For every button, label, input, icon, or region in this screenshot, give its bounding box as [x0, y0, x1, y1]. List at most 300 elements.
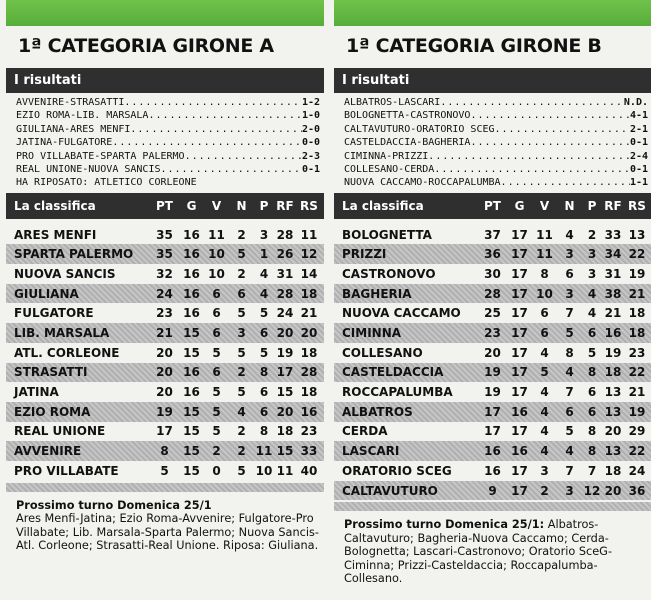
col-rf: RF — [276, 198, 294, 213]
stat-n: 5 — [237, 345, 246, 360]
stat-rs: 22 — [628, 444, 646, 459]
stat-p: 6 — [259, 385, 269, 400]
stat-rs: 11 — [300, 227, 318, 242]
match-name: CALTAVUTURO-ORATORIO SCEG — [344, 123, 495, 135]
standings-label: La classifica — [342, 198, 424, 213]
stat-rs: 18 — [300, 385, 318, 400]
table-row — [334, 402, 651, 422]
stat-p: 3 — [587, 266, 597, 281]
stat-rs: 22 — [628, 247, 646, 262]
match-score: 0-1 — [301, 163, 320, 175]
stat-rs: 40 — [300, 463, 318, 478]
stat-v: 10 — [536, 286, 553, 301]
stat-rs: 20 — [300, 326, 318, 341]
stat-v: 6 — [212, 286, 221, 301]
stat-g: 16 — [183, 247, 200, 262]
stat-v: 11 — [536, 227, 553, 242]
stat-p: 8 — [259, 365, 269, 380]
dot-leader — [148, 109, 301, 122]
stat-g: 17 — [511, 266, 528, 281]
stat-rs: 18 — [300, 345, 318, 360]
stat-v: 4 — [540, 444, 549, 459]
dot-leader — [470, 109, 630, 122]
results-header: I risultati — [334, 68, 651, 93]
table-row — [6, 382, 324, 402]
stat-rs: 23 — [300, 424, 318, 439]
result-row — [334, 109, 651, 122]
stat-v: 6 — [212, 306, 221, 321]
stat-p: 4 — [587, 306, 597, 321]
team-name: AVVENIRE — [14, 444, 82, 459]
girone-title: 1ª CATEGORIA GIRONE A — [18, 35, 274, 57]
stat-v: 5 — [212, 385, 221, 400]
stat-g: 17 — [511, 483, 528, 498]
table-row — [6, 402, 324, 422]
girone-a-column — [6, 0, 324, 600]
dot-leader — [124, 96, 302, 109]
stat-v: 4 — [540, 385, 549, 400]
stat-g: 16 — [183, 365, 200, 380]
match-score: 0-1 — [629, 163, 648, 175]
girone-title: 1ª CATEGORIA GIRONE B — [346, 35, 602, 57]
stat-v: 4 — [540, 345, 549, 360]
dot-leader — [161, 163, 302, 176]
stat-g: 17 — [511, 345, 528, 360]
stat-n: 2 — [237, 365, 246, 380]
dot-leader — [440, 96, 624, 109]
stat-pt: 20 — [484, 345, 501, 360]
table-row — [334, 284, 651, 304]
stat-n: 7 — [565, 306, 574, 321]
stat-p: 8 — [587, 424, 597, 439]
stat-n: 8 — [565, 345, 574, 360]
stat-n: 4 — [237, 404, 246, 419]
stat-pt: 19 — [484, 365, 501, 380]
team-name: STRASATTI — [14, 365, 88, 380]
match-name: CASTELDACCIA-BAGHERIA — [344, 137, 471, 149]
stat-g: 16 — [183, 385, 200, 400]
team-name: ARES MENFI — [14, 227, 97, 242]
team-name: GIULIANA — [14, 286, 79, 301]
stat-rs: 23 — [628, 345, 646, 360]
stat-n: 2 — [237, 266, 246, 281]
stat-p: 5 — [259, 306, 269, 321]
match-score: 0-0 — [301, 137, 320, 149]
stat-g: 17 — [511, 424, 528, 439]
stat-rs: 13 — [628, 227, 646, 242]
col-p: P — [259, 198, 269, 213]
stat-rf: 20 — [276, 404, 294, 419]
match-score: 2-4 — [629, 150, 648, 162]
stat-pt: 5 — [160, 463, 169, 478]
stat-pt: 35 — [156, 247, 173, 262]
table-row — [6, 323, 324, 343]
team-name: JATINA — [14, 385, 59, 400]
match-score: 2-3 — [301, 150, 320, 162]
stat-g: 15 — [183, 463, 200, 478]
stat-p: 5 — [587, 345, 597, 360]
stat-n: 4 — [565, 365, 574, 380]
match-name: AVVENIRE-STRASATTI — [16, 97, 125, 108]
stat-pt: 30 — [484, 266, 501, 281]
stat-v: 6 — [540, 326, 549, 341]
stat-g: 17 — [511, 385, 528, 400]
stat-pt: 37 — [484, 227, 501, 242]
result-row — [334, 123, 651, 136]
stat-rf: 19 — [276, 345, 294, 360]
stat-g: 16 — [183, 227, 200, 242]
team-name: BOLOGNETTA — [342, 227, 432, 242]
team-name: COLLESANO — [342, 345, 423, 360]
stat-n: 5 — [237, 306, 246, 321]
results-header: I risultati — [6, 68, 324, 93]
stat-p: 6 — [587, 326, 597, 341]
stat-rs: 14 — [300, 266, 318, 281]
stat-v: 0 — [212, 463, 221, 478]
stat-p: 3 — [587, 247, 597, 262]
stat-g: 16 — [183, 306, 200, 321]
stat-g: 17 — [511, 306, 528, 321]
match-score: 4-1 — [629, 110, 648, 122]
table-row — [334, 382, 651, 402]
match-name: ALBATROS-LASCARI — [344, 97, 441, 108]
team-name: LIB. MARSALA — [14, 326, 110, 341]
stat-g: 15 — [183, 404, 200, 419]
stat-rf: 18 — [604, 365, 622, 380]
dot-leader — [130, 123, 302, 136]
stat-rf: 11 — [276, 463, 294, 478]
stat-p: 1 — [259, 247, 269, 262]
stat-pt: 17 — [484, 424, 501, 439]
stat-rf: 34 — [604, 247, 622, 262]
stat-rs: 36 — [628, 483, 646, 498]
match-name: NUOVA CACCAMO-ROCCAPALUMBA — [344, 177, 501, 189]
table-row — [334, 303, 651, 323]
stat-p: 2 — [587, 227, 597, 242]
stat-rf: 20 — [604, 424, 622, 439]
stat-rs: 18 — [628, 326, 646, 341]
stat-rf: 13 — [604, 444, 622, 459]
table-row — [334, 481, 651, 501]
stat-v: 5 — [212, 345, 221, 360]
stat-rf: 21 — [604, 306, 622, 321]
match-score: 1-2 — [301, 97, 320, 108]
stat-pt: 17 — [484, 404, 501, 419]
stat-v: 2 — [540, 483, 549, 498]
stat-pt: 24 — [156, 286, 173, 301]
team-name: BAGHERIA — [342, 286, 412, 301]
stat-n: 5 — [237, 385, 246, 400]
team-name: ALBATROS — [342, 404, 413, 419]
table-row — [6, 264, 324, 284]
stat-pt: 35 — [156, 227, 173, 242]
stat-g: 16 — [183, 266, 200, 281]
table-row — [334, 244, 651, 264]
col-rf: RF — [604, 198, 622, 213]
stat-n: 3 — [565, 483, 574, 498]
col-pt: PT — [484, 198, 501, 213]
stat-v: 2 — [212, 444, 221, 459]
stat-rf: 18 — [604, 463, 622, 478]
stat-p: 8 — [587, 365, 597, 380]
col-rs: RS — [628, 198, 646, 213]
col-p: P — [587, 198, 597, 213]
stat-rf: 17 — [276, 365, 294, 380]
stat-pt: 20 — [156, 365, 173, 380]
stat-p: 10 — [255, 463, 273, 478]
stat-p: 11 — [255, 444, 273, 459]
dot-leader — [434, 163, 630, 176]
stat-n: 6 — [565, 404, 574, 419]
table-end-bar — [334, 502, 651, 511]
standings-header — [6, 193, 324, 219]
standings-label: La classifica — [14, 198, 96, 213]
stat-n: 3 — [237, 326, 246, 341]
match-score: 0-1 — [629, 137, 648, 149]
results-list — [334, 96, 651, 190]
table-row — [334, 225, 651, 245]
stat-n: 5 — [237, 247, 246, 262]
result-row — [334, 176, 651, 189]
stat-p: 4 — [259, 286, 269, 301]
table-row — [6, 363, 324, 383]
stat-rs: 19 — [628, 266, 646, 281]
team-name: CIMINNA — [342, 326, 402, 341]
stat-pt: 36 — [484, 247, 501, 262]
stat-v: 5 — [212, 424, 221, 439]
col-v: V — [539, 198, 550, 213]
table-row — [6, 303, 324, 323]
match-name: CIMINNA-PRIZZI — [344, 150, 429, 162]
stat-n: 5 — [565, 326, 574, 341]
result-row — [6, 176, 324, 189]
stat-v: 5 — [212, 404, 221, 419]
next-round-title: Prossimo turno Domenica 25/1 — [16, 498, 212, 512]
col-rs: RS — [300, 198, 318, 213]
stat-pt: 21 — [156, 326, 173, 341]
team-name: CERDA — [342, 424, 388, 439]
table-row — [6, 225, 324, 245]
stat-rs: 24 — [628, 463, 646, 478]
team-name: ORATORIO SCEG — [342, 463, 452, 478]
stat-rs: 18 — [300, 286, 318, 301]
stat-n: 4 — [565, 444, 574, 459]
stat-n: 7 — [565, 463, 574, 478]
stat-n: 6 — [237, 286, 246, 301]
stat-rf: 38 — [604, 286, 622, 301]
dot-leader — [495, 123, 630, 136]
stat-v: 10 — [208, 266, 225, 281]
dot-leader — [185, 150, 302, 163]
stat-pt: 20 — [156, 345, 173, 360]
stat-pt: 17 — [156, 424, 173, 439]
col-v: V — [211, 198, 222, 213]
match-score: 2-0 — [301, 123, 320, 135]
stat-pt: 9 — [488, 483, 497, 498]
team-name: PRIZZI — [342, 247, 387, 262]
stat-v: 6 — [212, 365, 221, 380]
stat-p: 3 — [259, 227, 269, 242]
stat-v: 11 — [536, 247, 553, 262]
stat-n: 5 — [237, 463, 246, 478]
standings-table — [6, 225, 324, 481]
table-row — [334, 363, 651, 383]
match-name: EZIO ROMA-LIB. MARSALA — [16, 110, 149, 122]
stat-rf: 33 — [604, 227, 622, 242]
stat-p: 7 — [587, 463, 597, 478]
next-round-fixtures: Ares Menfi-Jatina; Ezio Roma-Avvenire; Fulgatore-Pro Villabate; Lib. Marsala-Sparta Palermo; Nuova Sancis-Atl. Corleone; Strasatti-Real Unione. Riposa: Giuliana. — [16, 512, 319, 553]
dot-leader — [501, 176, 630, 189]
stat-rs: 21 — [628, 286, 646, 301]
stat-rs: 16 — [300, 404, 318, 419]
stat-p: 4 — [587, 286, 597, 301]
dot-leader — [470, 136, 630, 149]
team-name: SPARTA PALERMO — [14, 247, 134, 262]
stat-v: 11 — [208, 227, 225, 242]
rest-note: HA RIPOSATO: ATLETICO CORLEONE — [16, 177, 197, 189]
stat-g: 17 — [511, 247, 528, 262]
stat-pt: 20 — [156, 385, 173, 400]
stat-n: 4 — [565, 227, 574, 242]
stat-v: 5 — [540, 365, 549, 380]
stat-pt: 8 — [160, 444, 169, 459]
stat-rf: 13 — [604, 404, 622, 419]
stat-pt: 32 — [156, 266, 173, 281]
stat-p: 6 — [259, 404, 269, 419]
stat-p: 4 — [259, 266, 269, 281]
stat-g: 16 — [183, 286, 200, 301]
stat-rf: 19 — [604, 345, 622, 360]
result-row — [6, 109, 324, 122]
result-row — [334, 136, 651, 149]
stat-g: 15 — [183, 444, 200, 459]
standings-header — [334, 193, 651, 219]
stat-n: 3 — [565, 286, 574, 301]
green-header-strip — [6, 0, 324, 26]
stat-n: 7 — [565, 385, 574, 400]
stat-n: 5 — [565, 424, 574, 439]
standings-table — [334, 225, 651, 501]
stat-rf: 16 — [604, 326, 622, 341]
stat-rs: 21 — [300, 306, 318, 321]
stat-pt: 23 — [156, 306, 173, 321]
stat-rs: 22 — [628, 365, 646, 380]
team-name: NUOVA CACCAMO — [342, 306, 461, 321]
table-row — [334, 441, 651, 461]
stat-v: 8 — [540, 266, 549, 281]
stat-g: 17 — [511, 286, 528, 301]
stat-pt: 23 — [484, 326, 501, 341]
stat-v: 3 — [540, 463, 549, 478]
table-end-bar — [6, 483, 324, 492]
stat-v: 6 — [540, 306, 549, 321]
stat-rf: 18 — [276, 424, 294, 439]
table-row — [334, 264, 651, 284]
stat-rf: 28 — [276, 227, 294, 242]
match-score: 1-1 — [629, 177, 648, 189]
stat-p: 6 — [587, 385, 597, 400]
stat-rs: 18 — [628, 306, 646, 321]
match-name: JATINA-FULGATORE — [16, 137, 113, 149]
table-row — [6, 244, 324, 264]
col-g: G — [514, 198, 525, 213]
match-score: 1-0 — [301, 110, 320, 122]
result-row — [6, 150, 324, 163]
green-header-strip — [334, 0, 651, 26]
stat-v: 6 — [212, 326, 221, 341]
stat-rf: 13 — [604, 385, 622, 400]
next-round — [344, 518, 648, 586]
col-n: N — [236, 198, 247, 213]
team-name: ROCCAPALUMBA — [342, 385, 453, 400]
result-row — [6, 123, 324, 136]
results-list — [6, 96, 324, 190]
team-name: CASTELDACCIA — [342, 365, 444, 380]
stat-g: 16 — [511, 404, 528, 419]
match-name: GIULIANA-ARES MENFI — [16, 123, 131, 135]
stat-pt: 16 — [484, 463, 501, 478]
stat-p: 8 — [259, 424, 269, 439]
stat-pt: 28 — [484, 286, 501, 301]
table-row — [6, 441, 324, 461]
stat-v: 4 — [540, 424, 549, 439]
col-n: N — [564, 198, 575, 213]
team-name: FULGATORE — [14, 306, 94, 321]
team-name: PRO VILLABATE — [14, 463, 119, 478]
stat-rf: 24 — [276, 306, 294, 321]
stat-rs: 33 — [300, 444, 318, 459]
table-row — [6, 422, 324, 442]
stat-rf: 31 — [604, 266, 622, 281]
team-name: REAL UNIONE — [14, 424, 106, 439]
stat-rs: 19 — [628, 404, 646, 419]
col-g: G — [186, 198, 197, 213]
stat-rf: 31 — [276, 266, 294, 281]
match-name: PRO VILLABATE-SPARTA PALERMO — [16, 150, 185, 162]
team-name: NUOVA SANCIS — [14, 266, 116, 281]
stat-p: 5 — [259, 345, 269, 360]
table-row — [6, 461, 324, 481]
result-row — [334, 150, 651, 163]
team-name: CASTRONOVO — [342, 266, 436, 281]
table-row — [334, 422, 651, 442]
result-row — [6, 163, 324, 176]
stat-rf: 20 — [276, 326, 294, 341]
stat-g: 16 — [511, 444, 528, 459]
stat-g: 15 — [183, 326, 200, 341]
stat-p: 6 — [587, 404, 597, 419]
next-round — [16, 499, 320, 553]
stat-pt: 25 — [484, 306, 501, 321]
match-name: REAL UNIONE-NUOVA SANCIS — [16, 163, 161, 175]
stat-rf: 15 — [276, 444, 294, 459]
match-name: COLLESANO-CERDA — [344, 163, 435, 175]
stat-p: 8 — [587, 444, 597, 459]
col-pt: PT — [156, 198, 173, 213]
stat-rf: 15 — [276, 385, 294, 400]
stat-pt: 19 — [156, 404, 173, 419]
stat-g: 17 — [511, 326, 528, 341]
result-row — [6, 96, 324, 109]
table-row — [334, 461, 651, 481]
stat-n: 2 — [237, 444, 246, 459]
stat-pt: 16 — [484, 444, 501, 459]
stat-n: 2 — [237, 424, 246, 439]
team-name: CALTAVUTURO — [342, 483, 438, 498]
stat-v: 10 — [208, 247, 225, 262]
stat-rf: 28 — [276, 286, 294, 301]
next-round-fixtures: Albatros-Caltavuturo; Bagheria-Nuova Caccamo; Cerda-Bolognetta; Lascari-Castronovo; Oratorio SceG-Ciminna; Prizzi-Casteldaccia; Roccapalumba-Collesano. — [344, 518, 613, 586]
